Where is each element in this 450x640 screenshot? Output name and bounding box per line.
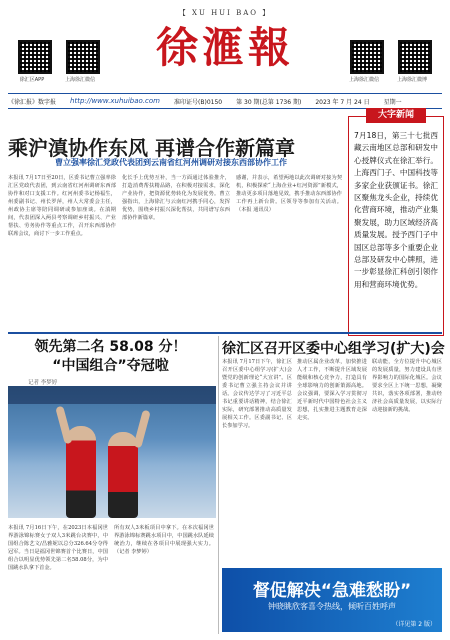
lead-headline[interactable]: 乘沪滇协作东风 再谱合作新篇章 [8, 136, 295, 160]
paper-name: 《徐汇报》数字报 [8, 98, 57, 106]
raised-arm [55, 406, 73, 445]
qr-code-app[interactable] [18, 40, 52, 74]
issue-weekday: 星期一 [383, 98, 402, 106]
photo-banner [8, 386, 216, 404]
column-divider [218, 336, 219, 634]
raised-arm [133, 410, 151, 449]
meeting-column-1: 本报讯 7月17日下午，徐汇区召开区委中心组学习(扩大)会暨党的创新理论“大宣讲”。区委书记曹立强主持会议并讲话。会议传达学习了习近平总书记重要讲话精神，结合徐汇实际，研究部署推动高质量发展相关工作。区委副书记、区长参加学习。 [222, 359, 292, 429]
banner-page-ref: （详见第 2 版） [392, 621, 436, 628]
sidebar-text: 7月18日，第三十七批西藏云南地区总部和研发中心授牌仪式在徐汇举行。上海西门子、中国科技等多家企业获颁证书。徐汇区聚焦龙头企业，持续优化营商环境，推动产业集聚发展，助力区域经济高质量发展。授予西门子中国区总部等多个重要企业总部及研发中心牌照，进一步彰显徐汇科创引领作用和营商环境优势。 [354, 131, 438, 289]
diving-headline-line2: “中国组合”夺冠啦 [52, 358, 169, 374]
meeting-column-3: 联动能，全方位提升中心城区的发展质量，努力建设具有世界影响力的国际化城区。会议要求全区上下统一思想，凝聚共识，落实各项部署，推动经济社会高质量发展，以实际行动迎接新的挑战。 [372, 359, 442, 413]
author-byline: 记者 李梦婷 [28, 380, 58, 386]
issue-number: 第 30 期(总第 1736 期) [236, 98, 302, 106]
diving-column-1: 本报讯 7月16日下午，在2023日本福冈世界游泳锦标赛女子双人3米跳台决赛中，中国组合陈艺文/昌雅妮以总分326.64分夺得冠军。当日是福冈世锦赛首个比赛日，中国组合以明显优势领先第二名58.08分，为中国跳水队拿下首金。 [8, 525, 108, 571]
diving-column-2: 所有双人3米板项目中拿下。在本次福冈世界游泳锦标赛跳水项目中，中国跳水队延续统治力，继续在各项目中展现强大实力。（记者 李梦婷） [114, 525, 214, 555]
diving-headline-line1: 领先第二名 58.08 分！ [34, 339, 187, 355]
meeting-headline[interactable]: 徐汇区召开区委中心组学习(扩大)会 [222, 341, 445, 357]
banner-title: 督促解决“急难愁盼” [252, 581, 412, 601]
qr-code-wechat[interactable] [66, 40, 100, 74]
qr-caption: 上海徐汇微信 [64, 77, 95, 83]
meeting-column-2: 推动区属企业改革，加快推进人才工作，不断提升区域发展能级和核心竞争力，打造具有全球影响力的创新策源高地。会议强调，要深入学习贯彻习近平新时代中国特色社会主义思想，扎实推进主题教育走深走实。 [297, 359, 367, 421]
section-divider [8, 332, 442, 334]
website-link[interactable]: http://www.xuhuibao.com [70, 97, 161, 105]
lead-subheadline: 曹立强率徐汇党政代表团到云南省红河州调研对接东西部协作工作 [55, 158, 287, 167]
issue-date: 2023 年 7 月 24 日 [315, 98, 370, 106]
lead-column-2: 化长手上优势互补，当一方面通过体验推介，打造消费帮扶精品路，在积极对接需求，深化产业协作，把资源优势转化为发展优势。曹立强指出，上海徐汇与云南红河携手同心，发挥优势，围绕乡村振兴深化帮扶，共同谱写东西部协作新篇章。 [122, 175, 230, 221]
qr-caption: 上海徐汇微信 [348, 77, 379, 83]
feature-banner[interactable] [222, 568, 442, 632]
sidebar-heading: 大字新闻 [366, 108, 426, 123]
qr-caption: 徐汇区APP [19, 77, 45, 83]
banner-subtitle: 钟晓眺欣客喜令热线，倾听百姓呼声 [268, 602, 396, 611]
license-number: 准印证号(B)0150 [174, 98, 223, 106]
qr-code-wechat-right[interactable] [350, 40, 384, 74]
qr-caption: 上海徐汇微博 [396, 77, 427, 83]
diving-headline[interactable] [8, 338, 213, 376]
diving-photo[interactable] [8, 386, 216, 518]
issue-info-bar [8, 93, 442, 109]
newspaper-logo: 徐滙報 [155, 23, 294, 72]
qr-code-weibo[interactable] [398, 40, 432, 74]
lead-column-1: 本报讯 7月17日至20日，区委书记曹立强率徐汇区党政代表团，到云南省红河州调研东西部协作和对口支援工作。红河州委书记杨福生，州委副书记、州长罗萍，州人大常委会主任，州政协主席等陪同调研或参加座谈。在滇期间，代表团深入两县考察调研乡村振兴、产业帮扶、劳务协作等重点工作，召开东西部协作联席会议，商讨下一步工作重点。 [8, 175, 116, 237]
masthead-pinyin: 【 XU HUI BAO 】 [178, 9, 272, 17]
lead-column-3: 感谢，并表示，希望两地以此次调研对接为契机，积极探索“上海企业+红河资源”新模式，推动更多项目落地见效，携手推动东西部协作工作再上新台阶。区领导等参加有关活动。（本报 通讯员） [236, 175, 342, 213]
